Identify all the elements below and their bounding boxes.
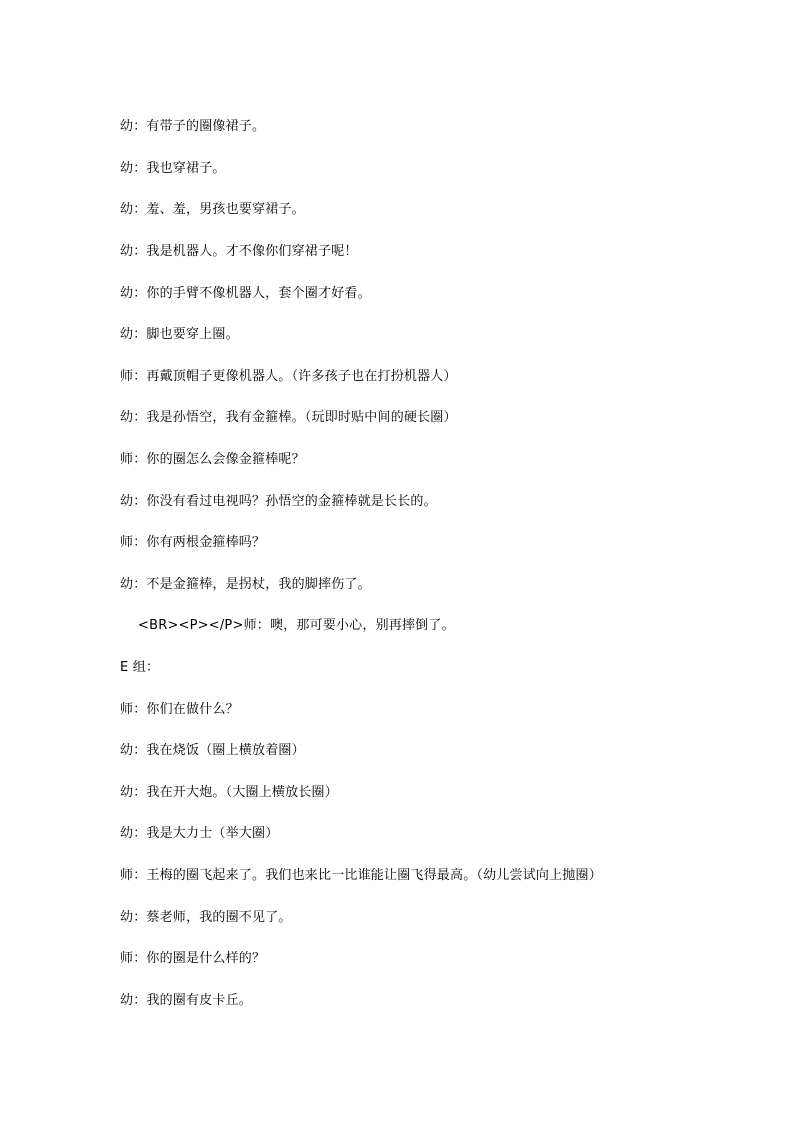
dialogue-line-17: 幼：我在开大炮。（大圈上横放长圈） xyxy=(120,785,338,800)
dialogue-line-2: 幼：我也穿裙子。 xyxy=(120,161,226,176)
dialogue-line-7: 师：再戴顶帽子更像机器人。（许多孩子也在打扮机器人） xyxy=(120,369,457,384)
dialogue-line-4: 幼：我是机器人。才不像你们穿裙子呢！ xyxy=(120,244,358,259)
dialogue-line-13: <BR><P></P>师：噢，那可要小心，别再摔倒了。 xyxy=(138,618,455,633)
dialogue-line-19: 师：王梅的圈飞起来了。我们也来比一比谁能让圈飞得最高。（幼儿尝试向上抛圈） xyxy=(120,868,602,883)
dialogue-line-3: 幼：羞、羞，男孩也要穿裙子。 xyxy=(120,202,305,217)
dialogue-line-15: 师：你们在做什么？ xyxy=(120,702,239,717)
dialogue-line-20: 幼：蔡老师，我的圈不见了。 xyxy=(120,910,292,925)
dialogue-line-21: 师：你的圈是什么样的？ xyxy=(120,951,266,966)
dialogue-line-5: 幼：你的手臂不像机器人，套个圈才好看。 xyxy=(120,286,371,301)
group-heading: E 组： xyxy=(120,660,160,675)
dialogue-line-12: 幼：不是金箍棒，是拐杖，我的脚摔伤了。 xyxy=(120,577,371,592)
dialogue-line-22: 幼：我的圈有皮卡丘。 xyxy=(120,993,253,1008)
dialogue-line-16: 幼：我在烧饭（圈上横放着圈） xyxy=(120,743,305,758)
dialogue-line-10: 幼：你没有看过电视吗？孙悟空的金箍棒就是长长的。 xyxy=(120,494,437,509)
dialogue-line-1: 幼：有带子的圈像裙子。 xyxy=(120,119,266,134)
dialogue-line-8: 幼：我是孙悟空，我有金箍棒。（玩即时贴中间的硬长圈） xyxy=(120,410,457,425)
dialogue-line-11: 师：你有两根金箍棒吗？ xyxy=(120,535,266,550)
dialogue-line-18: 幼：我是大力士（举大圈） xyxy=(120,826,279,841)
dialogue-line-9: 师：你的圈怎么会像金箍棒呢？ xyxy=(120,452,305,467)
dialogue-line-6: 幼：脚也要穿上圈。 xyxy=(120,327,239,342)
